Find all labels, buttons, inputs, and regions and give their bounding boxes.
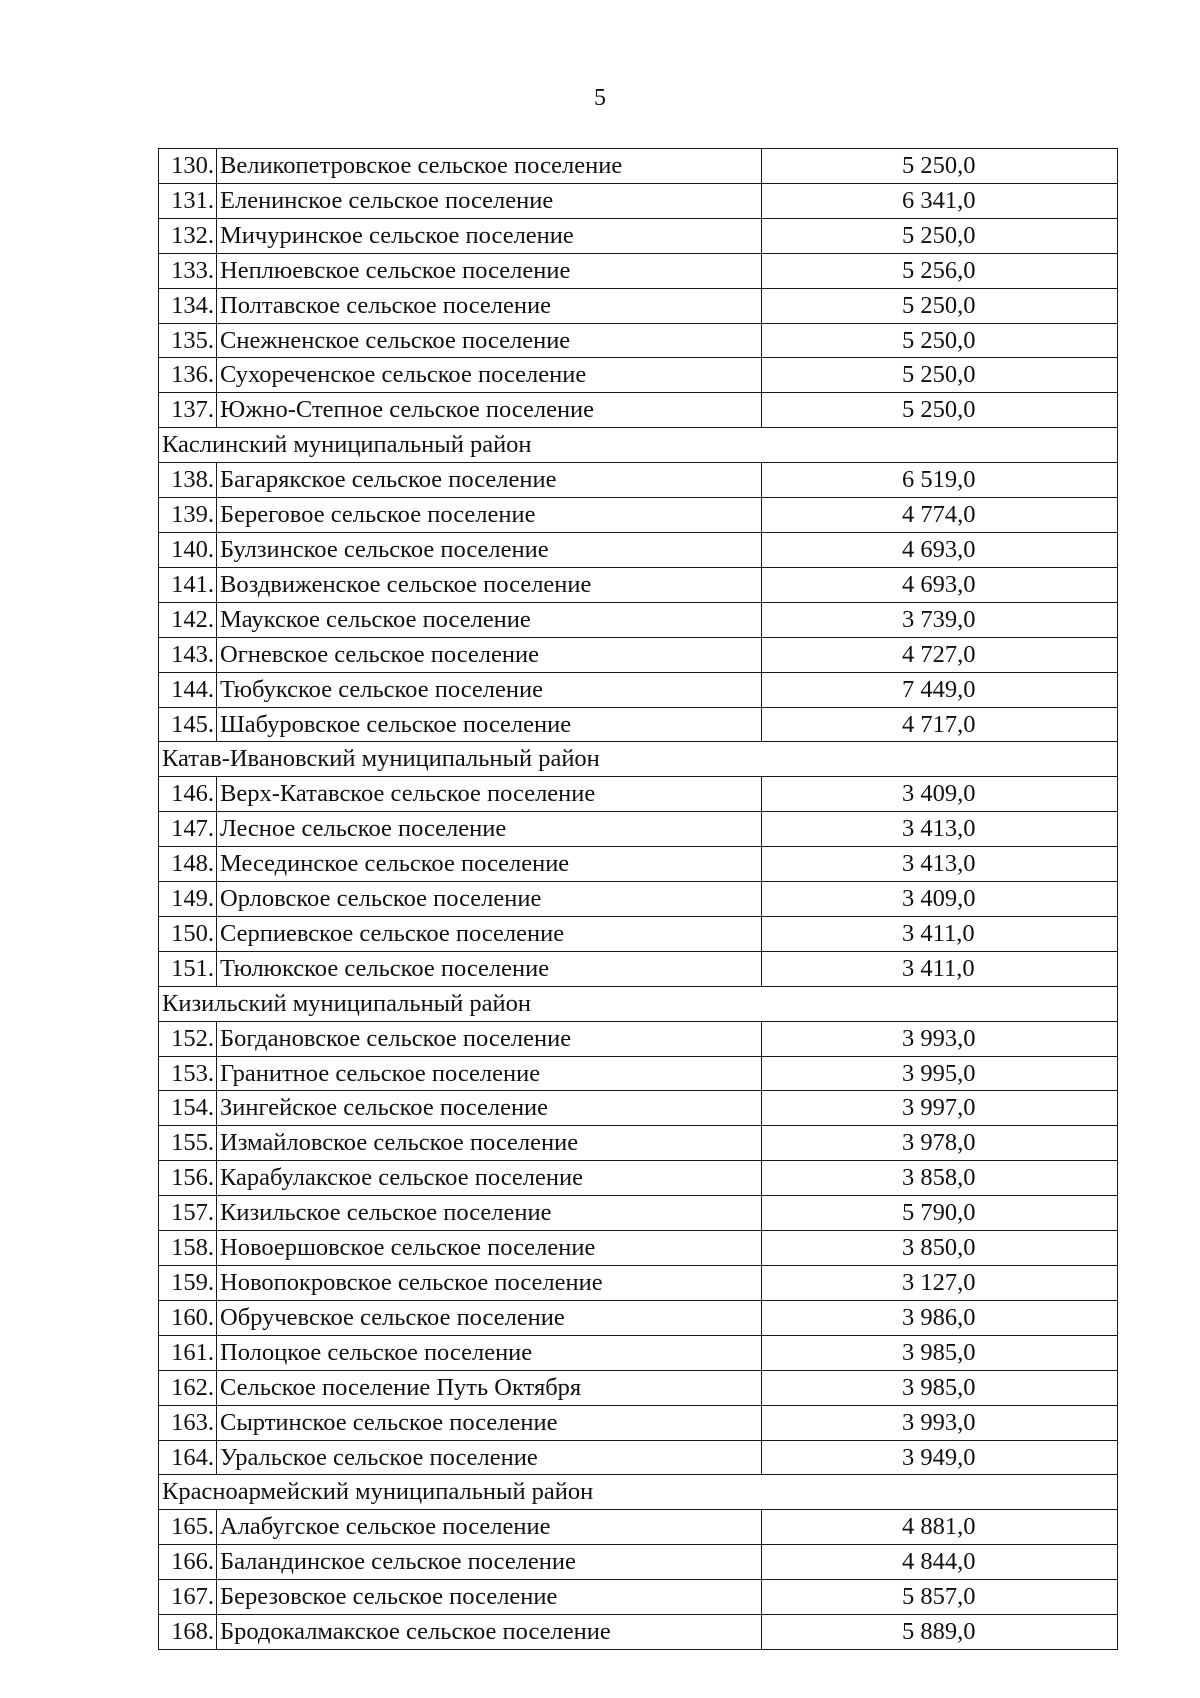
row-number: 147. xyxy=(159,812,217,847)
row-number: 143. xyxy=(159,637,217,672)
settlement-name: Сыртинское сельское поселение xyxy=(217,1405,762,1440)
amount-value: 3 127,0 xyxy=(762,1266,1118,1301)
table-row xyxy=(159,1370,1118,1405)
table-row xyxy=(159,812,1118,847)
amount-value: 3 858,0 xyxy=(762,1161,1118,1196)
row-number: 145. xyxy=(159,707,217,742)
row-number: 133. xyxy=(159,253,217,288)
settlement-name: Сухореченское сельское поселение xyxy=(217,358,762,393)
table-row xyxy=(159,602,1118,637)
settlement-name: Новоершовское сельское поселение xyxy=(217,1231,762,1266)
settlement-name: Булзинское сельское поселение xyxy=(217,532,762,567)
amount-value: 3 997,0 xyxy=(762,1091,1118,1126)
row-number: 135. xyxy=(159,323,217,358)
row-number: 157. xyxy=(159,1196,217,1231)
row-number: 154. xyxy=(159,1091,217,1126)
table-row xyxy=(159,847,1118,882)
settlement-name: Карабулакское сельское поселение xyxy=(217,1161,762,1196)
table-row xyxy=(159,1615,1118,1650)
row-number: 165. xyxy=(159,1510,217,1545)
settlement-name: Огневское сельское поселение xyxy=(217,637,762,672)
row-number: 153. xyxy=(159,1056,217,1091)
settlement-name: Снежненское сельское поселение xyxy=(217,323,762,358)
table-body xyxy=(159,149,1118,1650)
amount-value: 3 413,0 xyxy=(762,812,1118,847)
settlement-name: Кизильское сельское поселение xyxy=(217,1196,762,1231)
table-row xyxy=(159,1021,1118,1056)
table-row xyxy=(159,1580,1118,1615)
amount-value: 5 256,0 xyxy=(762,253,1118,288)
settlement-name: Неплюевское сельское поселение xyxy=(217,253,762,288)
settlement-name: Полоцкое сельское поселение xyxy=(217,1335,762,1370)
table-row xyxy=(159,149,1118,184)
amount-value: 3 949,0 xyxy=(762,1440,1118,1475)
row-number: 134. xyxy=(159,288,217,323)
row-number: 150. xyxy=(159,916,217,951)
row-number: 140. xyxy=(159,532,217,567)
settlement-name: Алабугское сельское поселение xyxy=(217,1510,762,1545)
settlement-name: Южно-Степное сельское поселение xyxy=(217,393,762,428)
row-number: 131. xyxy=(159,183,217,218)
row-number: 159. xyxy=(159,1266,217,1301)
settlement-name: Бродокалмакское сельское поселение xyxy=(217,1615,762,1650)
table-row xyxy=(159,1335,1118,1370)
table-row xyxy=(159,672,1118,707)
amount-value: 3 986,0 xyxy=(762,1300,1118,1335)
amount-value: 4 774,0 xyxy=(762,498,1118,533)
table-row xyxy=(159,498,1118,533)
settlement-name: Зингейское сельское поселение xyxy=(217,1091,762,1126)
row-number: 151. xyxy=(159,951,217,986)
settlement-name: Березовское сельское поселение xyxy=(217,1580,762,1615)
amount-value: 4 717,0 xyxy=(762,707,1118,742)
settlement-name: Багарякское сельское поселение xyxy=(217,463,762,498)
table-row xyxy=(159,1405,1118,1440)
table-row xyxy=(159,1091,1118,1126)
amount-value: 4 727,0 xyxy=(762,637,1118,672)
settlement-name: Тюлюкское сельское поселение xyxy=(217,951,762,986)
amount-value: 5 790,0 xyxy=(762,1196,1118,1231)
row-number: 144. xyxy=(159,672,217,707)
amount-value: 4 693,0 xyxy=(762,567,1118,602)
row-number: 164. xyxy=(159,1440,217,1475)
amount-value: 4 693,0 xyxy=(762,532,1118,567)
table-row xyxy=(159,1440,1118,1475)
settlement-name: Береговое сельское поселение xyxy=(217,498,762,533)
table-row xyxy=(159,951,1118,986)
table-row xyxy=(159,218,1118,253)
row-number: 132. xyxy=(159,218,217,253)
section-row xyxy=(159,1475,1118,1510)
amount-value: 3 993,0 xyxy=(762,1021,1118,1056)
settlement-name: Орловское сельское поселение xyxy=(217,882,762,917)
row-number: 138. xyxy=(159,463,217,498)
section-title: Кизильский муниципальный район xyxy=(159,986,1118,1021)
amount-value: 3 985,0 xyxy=(762,1335,1118,1370)
amount-value: 3 978,0 xyxy=(762,1126,1118,1161)
settlement-name: Великопетровское сельское поселение xyxy=(217,149,762,184)
row-number: 168. xyxy=(159,1615,217,1650)
row-number: 167. xyxy=(159,1580,217,1615)
amount-value: 5 857,0 xyxy=(762,1580,1118,1615)
table-row xyxy=(159,1231,1118,1266)
amount-value: 5 250,0 xyxy=(762,288,1118,323)
table-row xyxy=(159,1300,1118,1335)
settlements-table xyxy=(158,148,1118,1650)
table-row xyxy=(159,288,1118,323)
section-row xyxy=(159,428,1118,463)
settlement-name: Месединское сельское поселение xyxy=(217,847,762,882)
settlement-name: Измайловское сельское поселение xyxy=(217,1126,762,1161)
table-row xyxy=(159,1126,1118,1161)
amount-value: 3 985,0 xyxy=(762,1370,1118,1405)
amount-value: 5 250,0 xyxy=(762,149,1118,184)
table-row xyxy=(159,393,1118,428)
row-number: 146. xyxy=(159,777,217,812)
amount-value: 3 739,0 xyxy=(762,602,1118,637)
amount-value: 6 519,0 xyxy=(762,463,1118,498)
table-row xyxy=(159,707,1118,742)
table-row xyxy=(159,183,1118,218)
settlement-name: Обручевское сельское поселение xyxy=(217,1300,762,1335)
amount-value: 3 413,0 xyxy=(762,847,1118,882)
page-number: 5 xyxy=(594,85,606,111)
amount-value: 3 409,0 xyxy=(762,882,1118,917)
settlement-name: Шабуровское сельское поселение xyxy=(217,707,762,742)
settlement-name: Тюбукское сельское поселение xyxy=(217,672,762,707)
table-row xyxy=(159,1161,1118,1196)
table-row xyxy=(159,916,1118,951)
row-number: 162. xyxy=(159,1370,217,1405)
row-number: 148. xyxy=(159,847,217,882)
section-title: Каслинский муниципальный район xyxy=(159,428,1118,463)
settlement-name: Гранитное сельское поселение xyxy=(217,1056,762,1091)
amount-value: 3 993,0 xyxy=(762,1405,1118,1440)
row-number: 152. xyxy=(159,1021,217,1056)
amount-value: 3 409,0 xyxy=(762,777,1118,812)
table-row xyxy=(159,637,1118,672)
amount-value: 5 250,0 xyxy=(762,358,1118,393)
section-title: Катав-Ивановский муниципальный район xyxy=(159,742,1118,777)
table-row xyxy=(159,358,1118,393)
row-number: 156. xyxy=(159,1161,217,1196)
amount-value: 4 881,0 xyxy=(762,1510,1118,1545)
amount-value: 6 341,0 xyxy=(762,183,1118,218)
table-row xyxy=(159,567,1118,602)
settlement-name: Еленинское сельское поселение xyxy=(217,183,762,218)
table-row xyxy=(159,1545,1118,1580)
amount-value: 3 995,0 xyxy=(762,1056,1118,1091)
table-row xyxy=(159,882,1118,917)
amount-value: 7 449,0 xyxy=(762,672,1118,707)
amount-value: 5 250,0 xyxy=(762,218,1118,253)
amount-value: 3 411,0 xyxy=(762,951,1118,986)
row-number: 160. xyxy=(159,1300,217,1335)
settlement-name: Серпиевское сельское поселение xyxy=(217,916,762,951)
amount-value: 5 250,0 xyxy=(762,323,1118,358)
settlement-name: Новопокровское сельское поселение xyxy=(217,1266,762,1301)
row-number: 166. xyxy=(159,1545,217,1580)
row-number: 137. xyxy=(159,393,217,428)
row-number: 149. xyxy=(159,882,217,917)
settlement-name: Лесное сельское поселение xyxy=(217,812,762,847)
section-row xyxy=(159,742,1118,777)
table-row xyxy=(159,253,1118,288)
row-number: 158. xyxy=(159,1231,217,1266)
amount-value: 3 850,0 xyxy=(762,1231,1118,1266)
amount-value: 4 844,0 xyxy=(762,1545,1118,1580)
row-number: 161. xyxy=(159,1335,217,1370)
table-row xyxy=(159,1510,1118,1545)
amount-value: 5 889,0 xyxy=(762,1615,1118,1650)
settlement-name: Верх-Катавское сельское поселение xyxy=(217,777,762,812)
table-row xyxy=(159,1196,1118,1231)
amount-value: 5 250,0 xyxy=(762,393,1118,428)
section-row xyxy=(159,986,1118,1021)
row-number: 142. xyxy=(159,602,217,637)
table-row xyxy=(159,323,1118,358)
row-number: 163. xyxy=(159,1405,217,1440)
settlement-name: Мичуринское сельское поселение xyxy=(217,218,762,253)
table-row xyxy=(159,1266,1118,1301)
row-number: 155. xyxy=(159,1126,217,1161)
settlement-name: Маукское сельское поселение xyxy=(217,602,762,637)
row-number: 136. xyxy=(159,358,217,393)
table-row xyxy=(159,777,1118,812)
settlement-name: Воздвиженское сельское поселение xyxy=(217,567,762,602)
table-row xyxy=(159,532,1118,567)
section-title: Красноармейский муниципальный район xyxy=(159,1475,1118,1510)
settlement-name: Богдановское сельское поселение xyxy=(217,1021,762,1056)
settlement-name: Сельское поселение Путь Октября xyxy=(217,1370,762,1405)
amount-value: 3 411,0 xyxy=(762,916,1118,951)
table-row xyxy=(159,463,1118,498)
row-number: 130. xyxy=(159,149,217,184)
table-row xyxy=(159,1056,1118,1091)
settlement-name: Уральское сельское поселение xyxy=(217,1440,762,1475)
row-number: 139. xyxy=(159,498,217,533)
settlement-name: Баландинское сельское поселение xyxy=(217,1545,762,1580)
settlement-name: Полтавское сельское поселение xyxy=(217,288,762,323)
row-number: 141. xyxy=(159,567,217,602)
